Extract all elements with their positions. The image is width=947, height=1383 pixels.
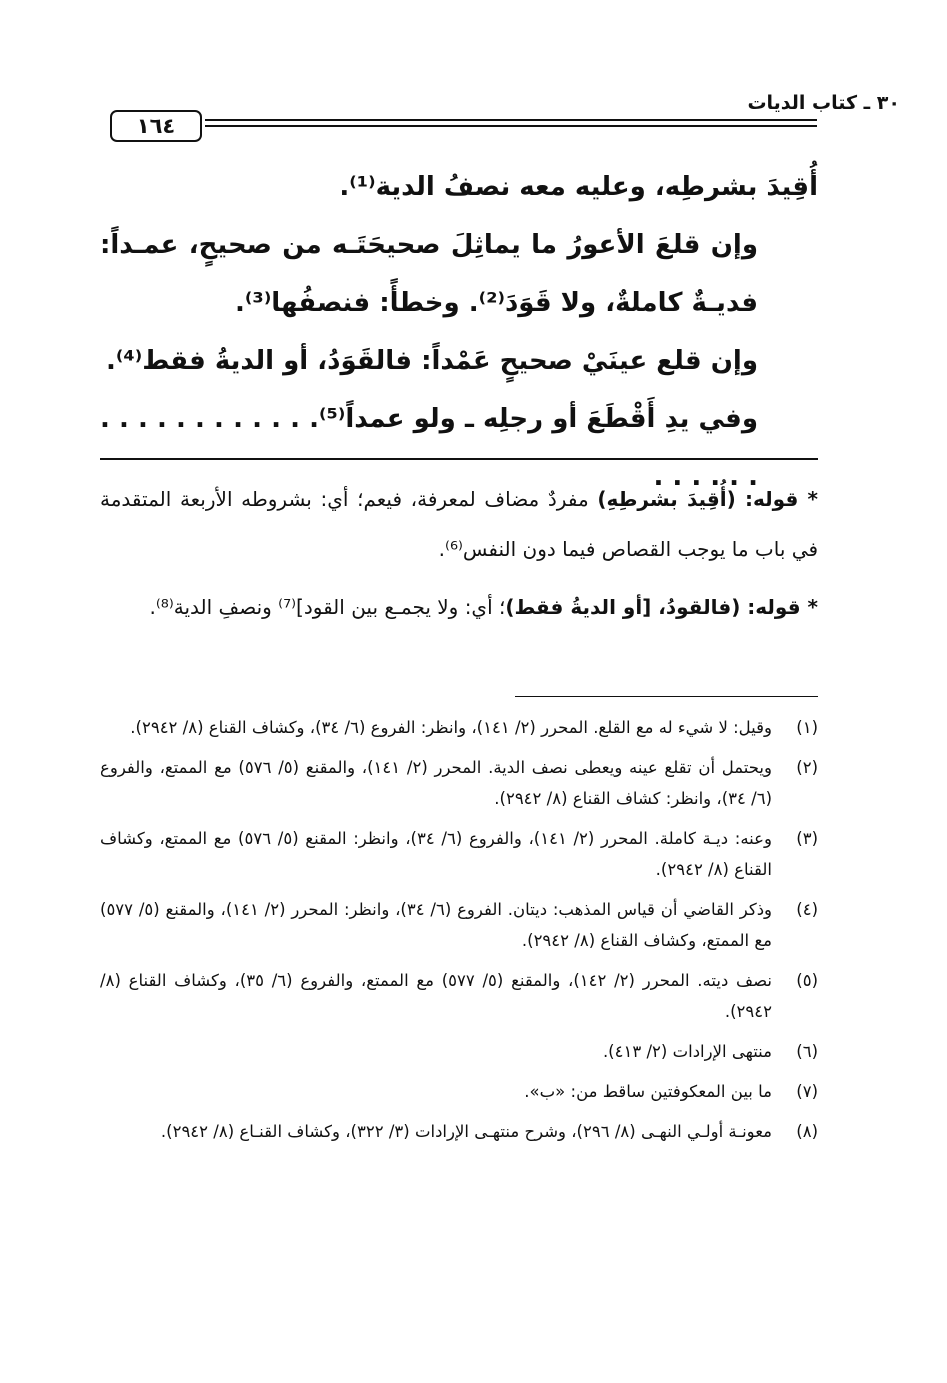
footnote-text: نصف ديته. المحرر (٢/ ١٤٢)، والمقنع (٥/ ٥٧٧) مع الممتع، والفروع (٦/ ٣٥)، وكشاف القناع (٨/ ٢٩٤٢). <box>100 971 773 1021</box>
main-text <box>100 158 818 506</box>
main-paragraph-2: وإن قلعَ الأعورُ ما يماثِلَ صحيحَتَـه من صحيحٍ، عمـداً: فديـةٌ كاملةٌ، ولا قَوَدَ⁽²⁾. وخطأً: فنصفُها⁽³⁾. <box>100 230 758 318</box>
commentary-quote-1: * قوله: (أُقِيدَ بشرطِهِ) <box>597 487 818 511</box>
footnote-text: وعنه: ديـة كاملة. المحرر (٢/ ١٤١)، والفروع (٦/ ٣٤)، وانظر: المقنع (٥/ ٥٧٦) مع الممتع، وكشاف القناع (٨/ ٢٩٤٢). <box>100 829 772 879</box>
footnote-number: (٤) <box>796 900 818 919</box>
main-paragraph-3: وإن قلع عينَيْ صحيحٍ عَمْداً: فالقَوَدُ، أو الديةُ فقط⁽⁴⁾. <box>105 346 758 376</box>
footnote <box>100 1076 818 1107</box>
commentary-paragraph-1 <box>100 474 818 574</box>
footnote <box>100 1116 818 1147</box>
page-number: ١٦٤ <box>110 110 202 142</box>
footnote <box>100 752 818 814</box>
text-commentary-divider <box>100 458 818 460</box>
footnote-text: منتهى الإرادات (٢/ ٤١٣). <box>602 1042 772 1061</box>
footnote-number: (٢) <box>796 758 818 777</box>
footnotes <box>100 712 818 1156</box>
commentary-text-1: مفردٌ مضاف لمعرفة، فيعم؛ أي: بشروطه الأربعة المتقدمة في باب ما يوجب القصاص فيما دون النفس⁽⁶⁾. <box>100 487 818 561</box>
footnote-number: (٥) <box>796 971 818 990</box>
footnote <box>100 823 818 885</box>
footnote-number: (٨) <box>796 1122 818 1141</box>
footnote-number: (١) <box>796 718 818 737</box>
footnote-text: وذكر القاضي أن قياس المذهب: ديتان. الفروع (٦/ ٣٤)، وانظر: المحرر (٢/ ١٤١)، والمقنع (٥/ ٥٧٧) مع الممتع، وكشاف القناع (٨/ ٢٩٤٢). <box>100 900 773 950</box>
chapter-title: ٣٠ ـ كتاب الديات <box>747 92 900 114</box>
header-rule-bottom <box>205 125 817 127</box>
footnote-text: ويحتمل أن تقلع عينه ويعطى نصف الدية. المحرر (٢/ ١٤١)، والمقنع (٥/ ٥٧٦) مع الممتع، والفروع (٦/ ٣٤)، وانظر: كشاف القناع (٨/ ٢٩٤٢). <box>100 758 772 808</box>
footnote-number: (٣) <box>796 829 818 848</box>
commentary-paragraph-2 <box>100 582 818 632</box>
footnote <box>100 894 818 956</box>
footnote-text: ما بين المعكوفتين ساقط من: «ب». <box>524 1082 772 1101</box>
footnote <box>100 965 818 1027</box>
footnote-text: معونـة أولـي النهـى (٨/ ٢٩٦)، وشرح منتهـى الإرادات (٣/ ٣٢٢)، وكشاف القنـاع (٨/ ٢٩٤٢). <box>160 1122 772 1141</box>
main-paragraph-1: أُقِيدَ بشرطِه، وعليه معه نصفُ الدية⁽¹⁾. <box>339 172 818 202</box>
footnote-number: (٦) <box>796 1042 818 1061</box>
footnote-text: وقيل: لا شيء له مع القلع. المحرر (٢/ ١٤١)، وانظر: الفروع (٦/ ٣٤)، وكشاف القناع (٨/ ٢٩٤٢). <box>130 718 772 737</box>
commentary-text-2: ؛ أي: ولا يجمـع بين القود]⁽⁷⁾ ونصفِ الدية⁽⁸⁾. <box>149 595 506 619</box>
commentary-quote-2: * قوله: (فالقودُ، [أو الديةُ فقط) <box>505 595 818 619</box>
footnote-divider <box>515 696 818 697</box>
footnote-number: (٧) <box>796 1082 818 1101</box>
main-paragraph-4: وفي يدِ أَقْطَعَ أو رجلِه ـ ولو عمداً⁽⁵⁾. . . . . . . . . . . . . . . . . . <box>100 404 758 492</box>
footnote <box>100 712 818 743</box>
header-rule-top <box>205 119 817 121</box>
footnote <box>100 1036 818 1067</box>
commentary <box>100 474 818 640</box>
